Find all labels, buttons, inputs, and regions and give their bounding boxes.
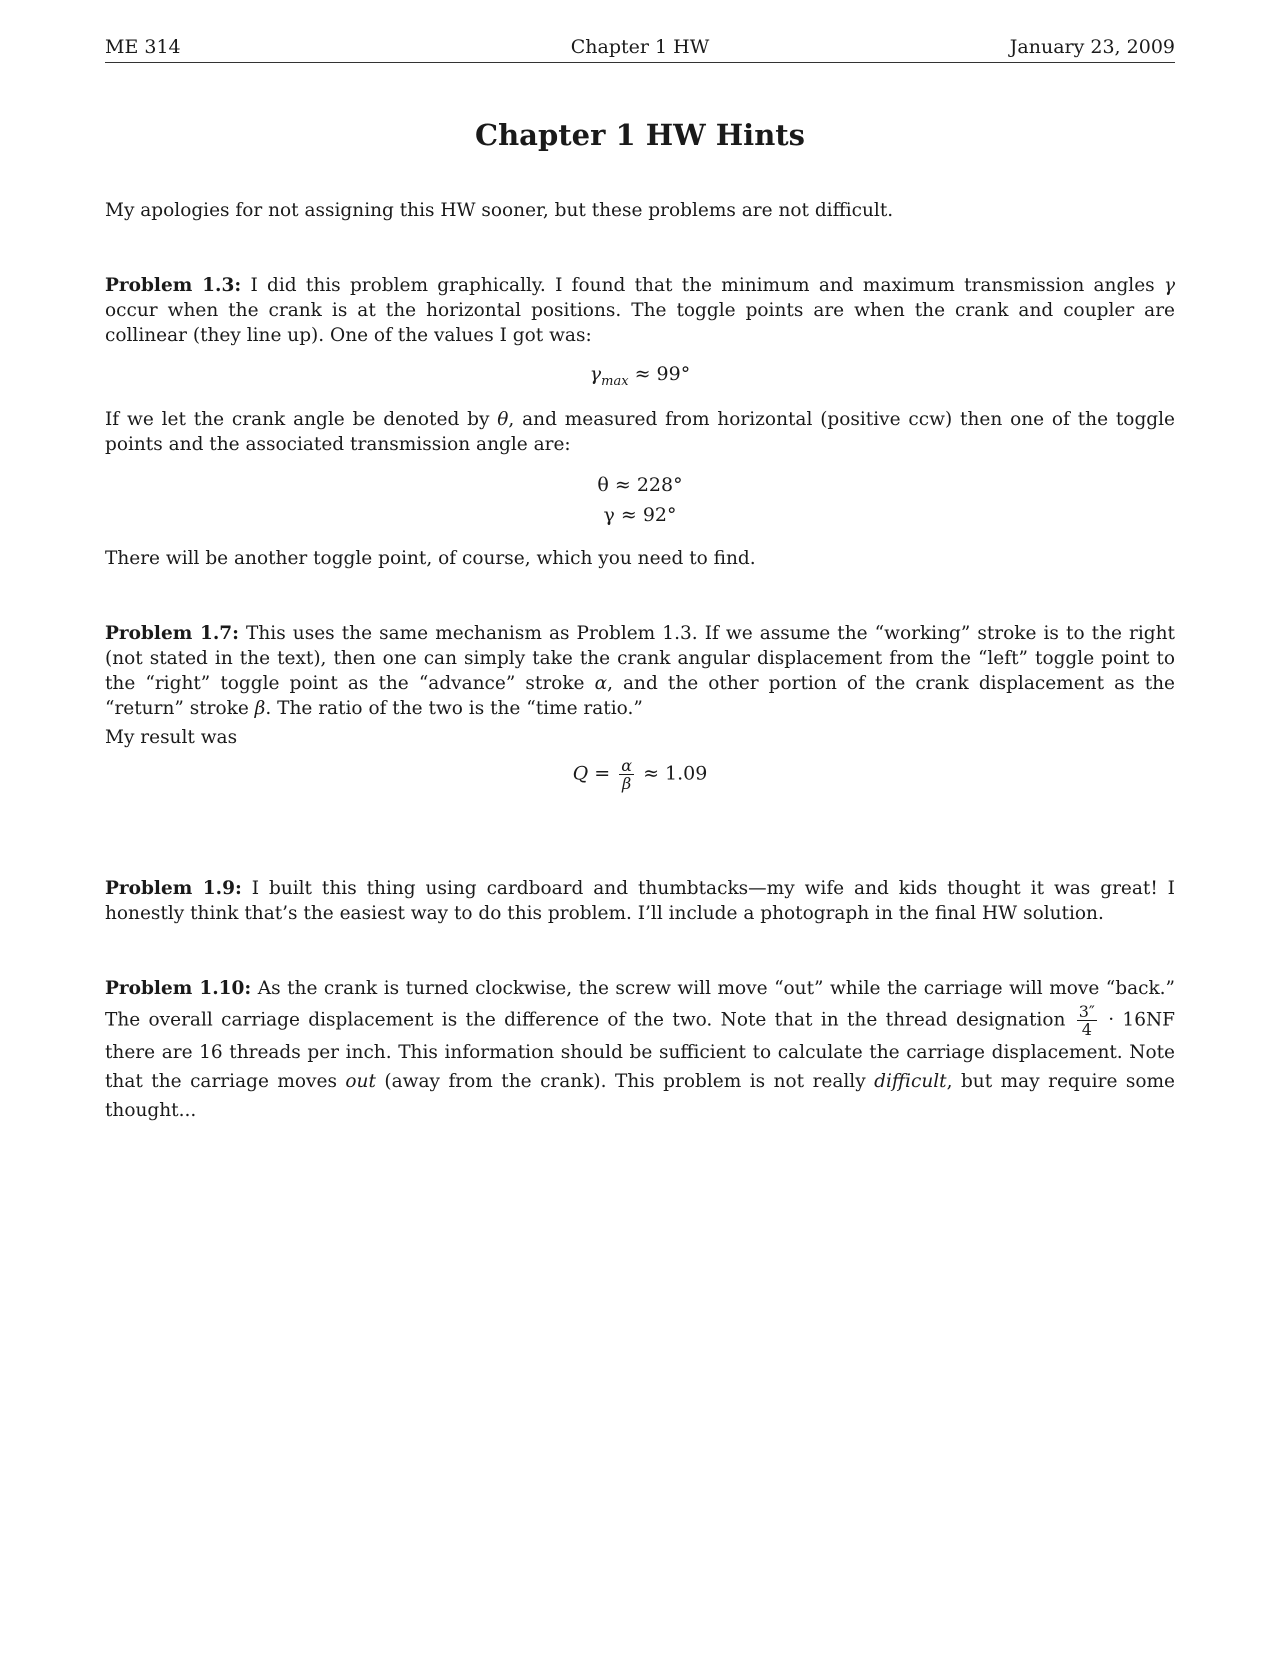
problem-1-10-label: Problem 1.10: (105, 978, 252, 999)
problem-1-3-text-2: occur when the crank is at the horizontal positions. The toggle points are when the crank and coupler are collinear (they line up). One of the values I got was: (105, 300, 1175, 346)
problem-1-10-text-2: · 16NF there are 16 threads per inch. This information should be sufficient to calculate the carriage displacement. Note that the carriage moves (105, 1009, 1175, 1092)
equation-gamma: γ ≈ 92° (603, 504, 677, 526)
problem-1-7-text-2: , and the other portion of the crank displacement as the “return” stroke (105, 673, 1175, 719)
problem-1-9-label: Problem 1.9: (105, 878, 242, 899)
out-emphasis: out (345, 1071, 376, 1092)
problem-1-9-text: I built this thing using cardboard and thumbtacks—my wife and kids thought it was great! I honestly think that’s the easiest way to do this problem. I’ll include a photograph in the final HW solution. (105, 878, 1175, 924)
problem-1-7-text-1: This uses the same mechanism as Problem 1.3. If we assume the “working” stroke is to the right (not stated in the text), then one can simply take the crank angular displacement from the “left” toggle point to the “right” toggle point as the “advance” stroke (105, 623, 1175, 694)
intro-paragraph: My apologies for not assigning this HW sooner, but these problems are not difficult. (105, 200, 894, 221)
page-title: Chapter 1 HW Hints (474, 118, 806, 152)
eq-fraction-denominator: β (622, 774, 632, 793)
eq-gamma-value: ≈ 99° (628, 363, 691, 385)
equation-gamma-max (105, 363, 1175, 389)
eq-gamma-subscript: max (601, 373, 629, 389)
thread-fraction (1077, 1003, 1097, 1038)
problem-1-3-text-3: If we let the crank angle be denoted by (105, 409, 498, 430)
problem-1-10-text-3: (away from the crank). This problem is not really (375, 1071, 875, 1092)
problem-1-9-paragraph (105, 876, 1175, 926)
problem-1-10-text-4: , but may require some thought... (105, 1071, 1175, 1121)
problem-1-3-text-4: , and measured from horizontal (positive ccw) then one of the toggle points and the associated transmission angle are: (105, 409, 1175, 455)
problem-1-7-paragraph (105, 621, 1175, 721)
problem-1-3-paragraph (105, 273, 1175, 348)
eq-q-label: Q = (572, 762, 611, 785)
problem-1-10-paragraph (105, 974, 1175, 1125)
header-date: January 23, 2009 (1009, 36, 1175, 58)
eq-time-ratio-value: ≈ 1.09 (643, 762, 708, 785)
difficult-emphasis: difficult (874, 1071, 947, 1092)
thread-fraction-numerator: 3″ (1078, 1002, 1095, 1021)
header-course: ME 314 (105, 36, 181, 58)
gamma-symbol: γ (1163, 275, 1176, 296)
problem-1-3-text-1: I did this problem graphically. I found that the minimum and maximum transmission angles (241, 275, 1164, 296)
problem-1-3-paragraph-2 (105, 407, 1175, 457)
eq-fraction (619, 757, 634, 792)
equation-time-ratio (105, 757, 1175, 792)
beta-symbol: β (254, 698, 266, 719)
theta-symbol: θ (497, 409, 509, 430)
header-chapter: Chapter 1 HW (570, 36, 710, 58)
alpha-symbol: α (594, 673, 608, 694)
problem-1-7-text-3: . The ratio of the two is the “time ratio.” (265, 698, 643, 719)
running-header (105, 34, 1175, 63)
problem-1-7-result-label: My result was (105, 727, 238, 748)
problem-1-10-text-1: As the crank is turned clockwise, the screw will move “out” while the carriage will move “back.” The overall carriage displacement is the difference of the two. Note that in the thread designation (105, 978, 1176, 1031)
problem-1-7-label: Problem 1.7: (105, 623, 239, 644)
thread-fraction-denominator: 4 (1081, 1020, 1092, 1039)
problem-1-3-label: Problem 1.3: (105, 275, 242, 296)
problem-1-3-paragraph-3: There will be another toggle point, of course, which you need to find. (105, 548, 756, 569)
eq-fraction-numerator: α (621, 756, 633, 775)
equation-theta: θ ≈ 228° (597, 474, 683, 496)
eq-gamma-symbol: γ (589, 363, 602, 385)
